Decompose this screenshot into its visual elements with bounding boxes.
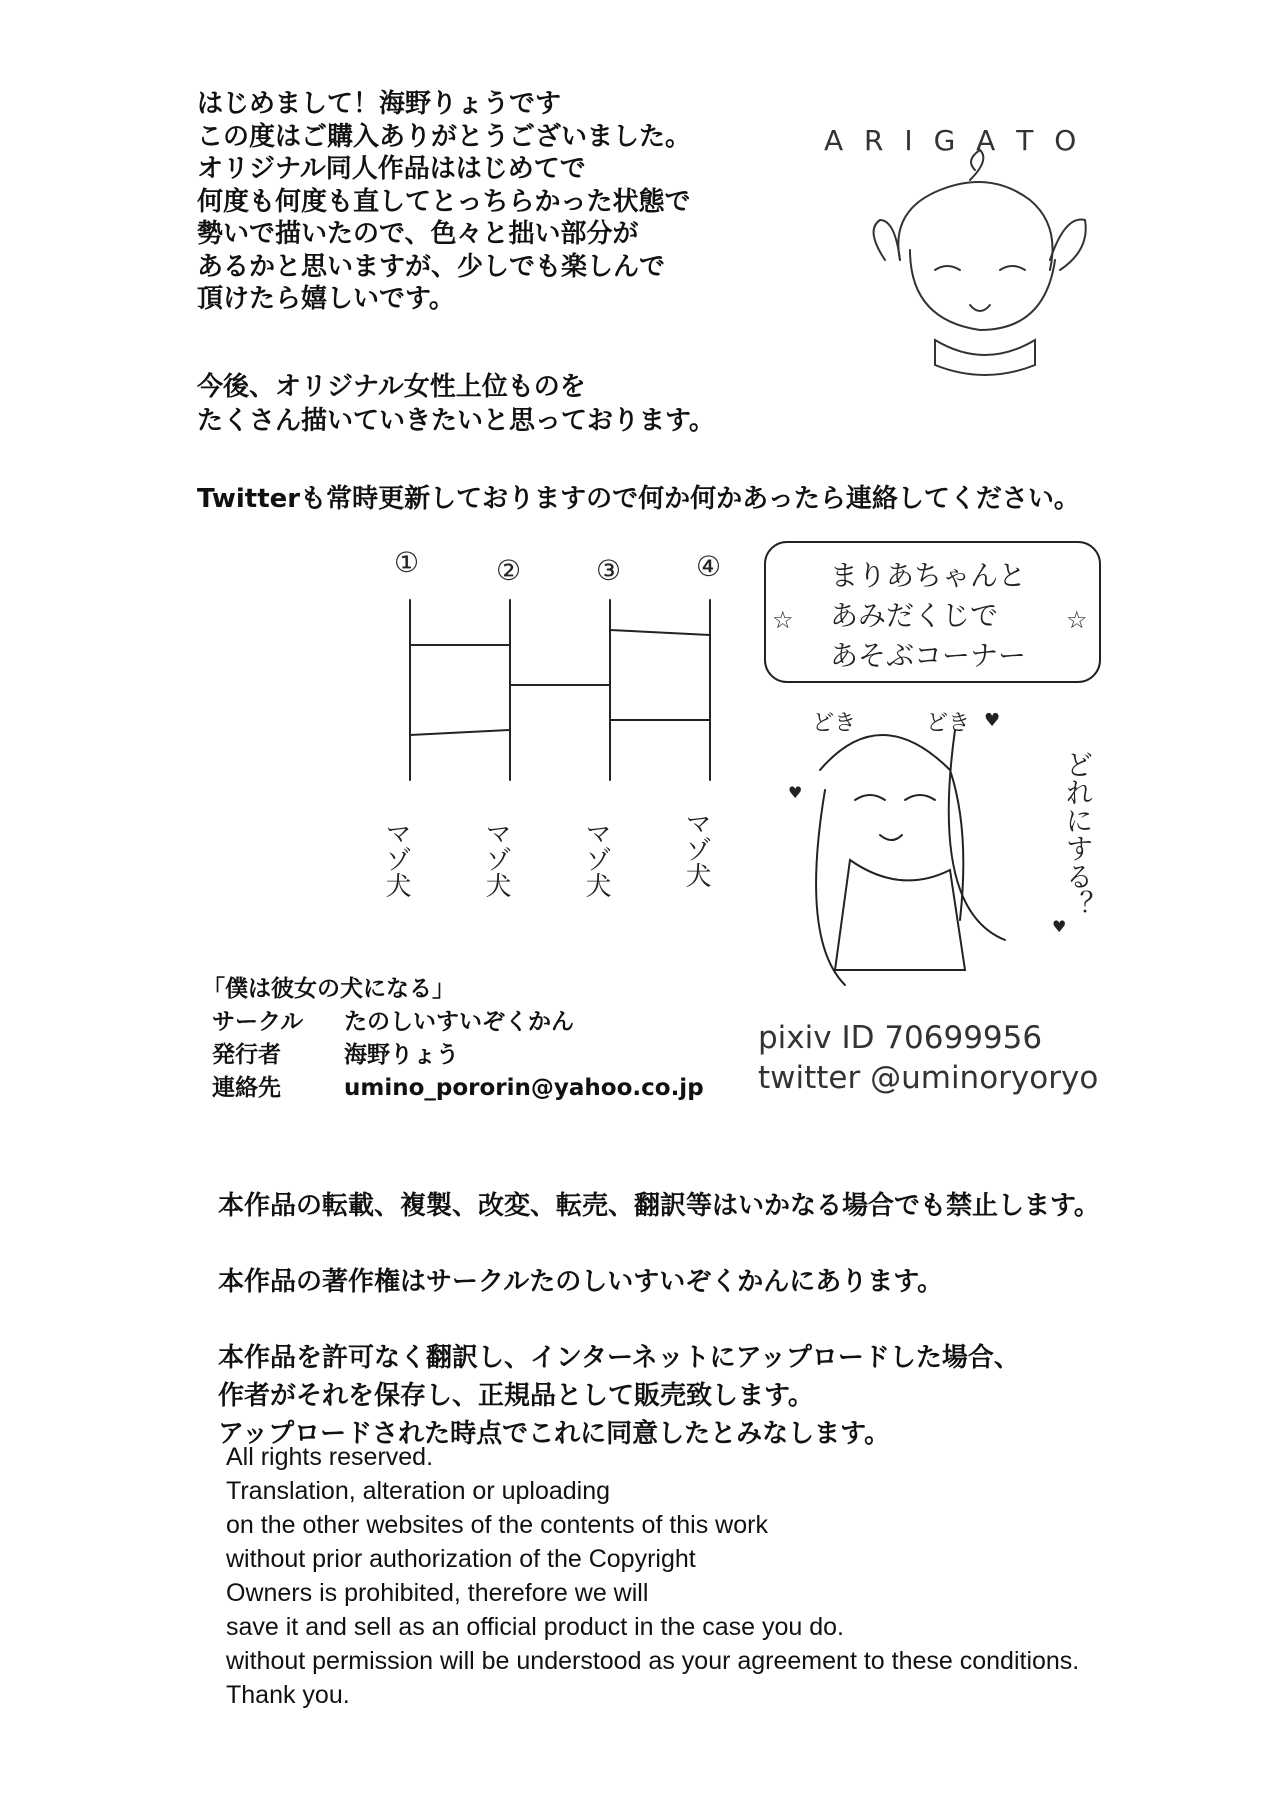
plans-text [197,370,715,438]
notice-line: 本作品を許可なく翻訳し、インターネットにアップロードした場合、 [218,1343,1020,1373]
english-line: Thank you. [226,1681,350,1709]
credits-block [202,973,704,1105]
heart-icon: ♥ [1052,917,1067,936]
amida-label-2: マゾ犬 [481,820,511,898]
girl-eye-left [855,795,885,800]
publisher-row [212,1039,704,1072]
girl-hair-outline [820,735,963,920]
notice-line: 本作品の著作権はサークルたのしいすいぞくかんにあります。 [218,1267,944,1297]
girl-body [835,860,965,970]
english-line: save it and sell as an official product in the case you do. [226,1613,844,1641]
speech-bubble [949,730,1005,940]
work-title: 「僕は彼女の犬になる」 [202,976,455,1002]
intro-line: オリジナル同人作品ははじめてで [197,154,586,184]
amida-rung [610,630,710,635]
circle-label: サークル [212,1009,304,1035]
english-line: Owners is prohibited, therefore we will [226,1579,649,1607]
intro-line: あるかと思いますが、少しでも楽しんで [197,251,666,282]
plans-line: たくさん描いていきたいと思っております。 [197,406,715,436]
amida-number-3: ③ [596,554,622,587]
eye-left [935,266,960,270]
handles-block [758,1018,1098,1098]
box-line-2: あみだくじで [830,599,999,632]
star-icon: ☆ [1066,606,1088,634]
intro-line: 勢いで描いたので、色々と拙い部分が [197,219,639,249]
girl-mouth [880,835,902,840]
notice-line: 本作品の転載、複製、改変、転売、翻訳等はいかなる場合でも禁止します。 [218,1191,1100,1221]
amida-number-1: ① [394,546,420,579]
publisher-label: 発行者 [212,1042,281,1068]
english-line: on the other websites of the contents of this work [226,1511,768,1539]
mouth [970,305,990,311]
circle-value: たのしいすいぞくかん [344,1009,574,1035]
copyright-notice [218,1187,1100,1453]
amida-rung [410,730,510,735]
english-notice [226,1440,1079,1712]
english-line: Translation, alteration or uploading [226,1477,611,1505]
speech-text: どれにする？ [1061,750,1095,918]
intro-line: 何度も何度も直してとっちらかった状態で [197,186,691,217]
english-line: without prior authorization of the Copyright [226,1545,696,1573]
box-line-3: あそぶコーナー [830,639,1027,672]
eye-right [1000,266,1025,270]
contact-row [212,1072,704,1105]
amida-number-4: ④ [696,550,722,583]
notice-line: 作者がそれを保存し、正規品として販売致します。 [218,1381,814,1411]
face-outline [910,250,1055,330]
plans-line: 今後、オリジナル女性上位ものを [197,372,586,402]
hair-outline [898,182,1052,270]
arigato-text: A R I G A T O [824,124,1083,157]
dog-ear-left [874,220,900,260]
intro-text [197,88,691,316]
arigato-illustration [820,110,1140,410]
heart-icon: ♥ [788,783,803,802]
girl-eye-right [905,795,935,800]
english-line: without permission will be understood as your agreement to these conditions. [226,1647,1080,1675]
star-icon: ☆ [772,606,794,634]
intro-line: この度はご購入ありがとうございました。 [197,121,692,152]
twitter-note: Twitterも常時更新しておりますので何か何かあったら連絡してください。 [197,484,1080,514]
contact-value: umino_pororin@yahoo.co.jp [344,1075,704,1101]
publisher-value: 海野りょう [344,1042,459,1068]
heart-icon: ♥ [984,710,1001,731]
collar [935,340,1035,375]
intro-line: はじめまして！海野りょうです [197,89,562,119]
amida-label-4: マゾ犬 [681,810,711,888]
notice-line: アップロードされた時点でこれに同意したとみなします。 [218,1419,891,1449]
circle-row [212,1006,704,1039]
amida-number-2: ② [496,554,522,587]
twitter-handle: twitter @uminoryoryo [758,1060,1099,1096]
doki-text: どき [812,711,857,736]
pixiv-id: pixiv ID 70699956 [758,1020,1043,1056]
english-line: All rights reserved. [226,1443,434,1471]
box-line-1: まりあちゃんと [830,559,1027,592]
girl-hair-left [816,790,845,985]
amida-label-1: マゾ犬 [381,820,411,898]
amidakuji-game [380,530,1120,990]
contact-label: 連絡先 [212,1075,281,1101]
intro-line: 頂けたら嬉しいです。 [197,284,455,314]
doki-text: どき [926,711,971,736]
amida-label-3: マゾ犬 [581,820,611,898]
